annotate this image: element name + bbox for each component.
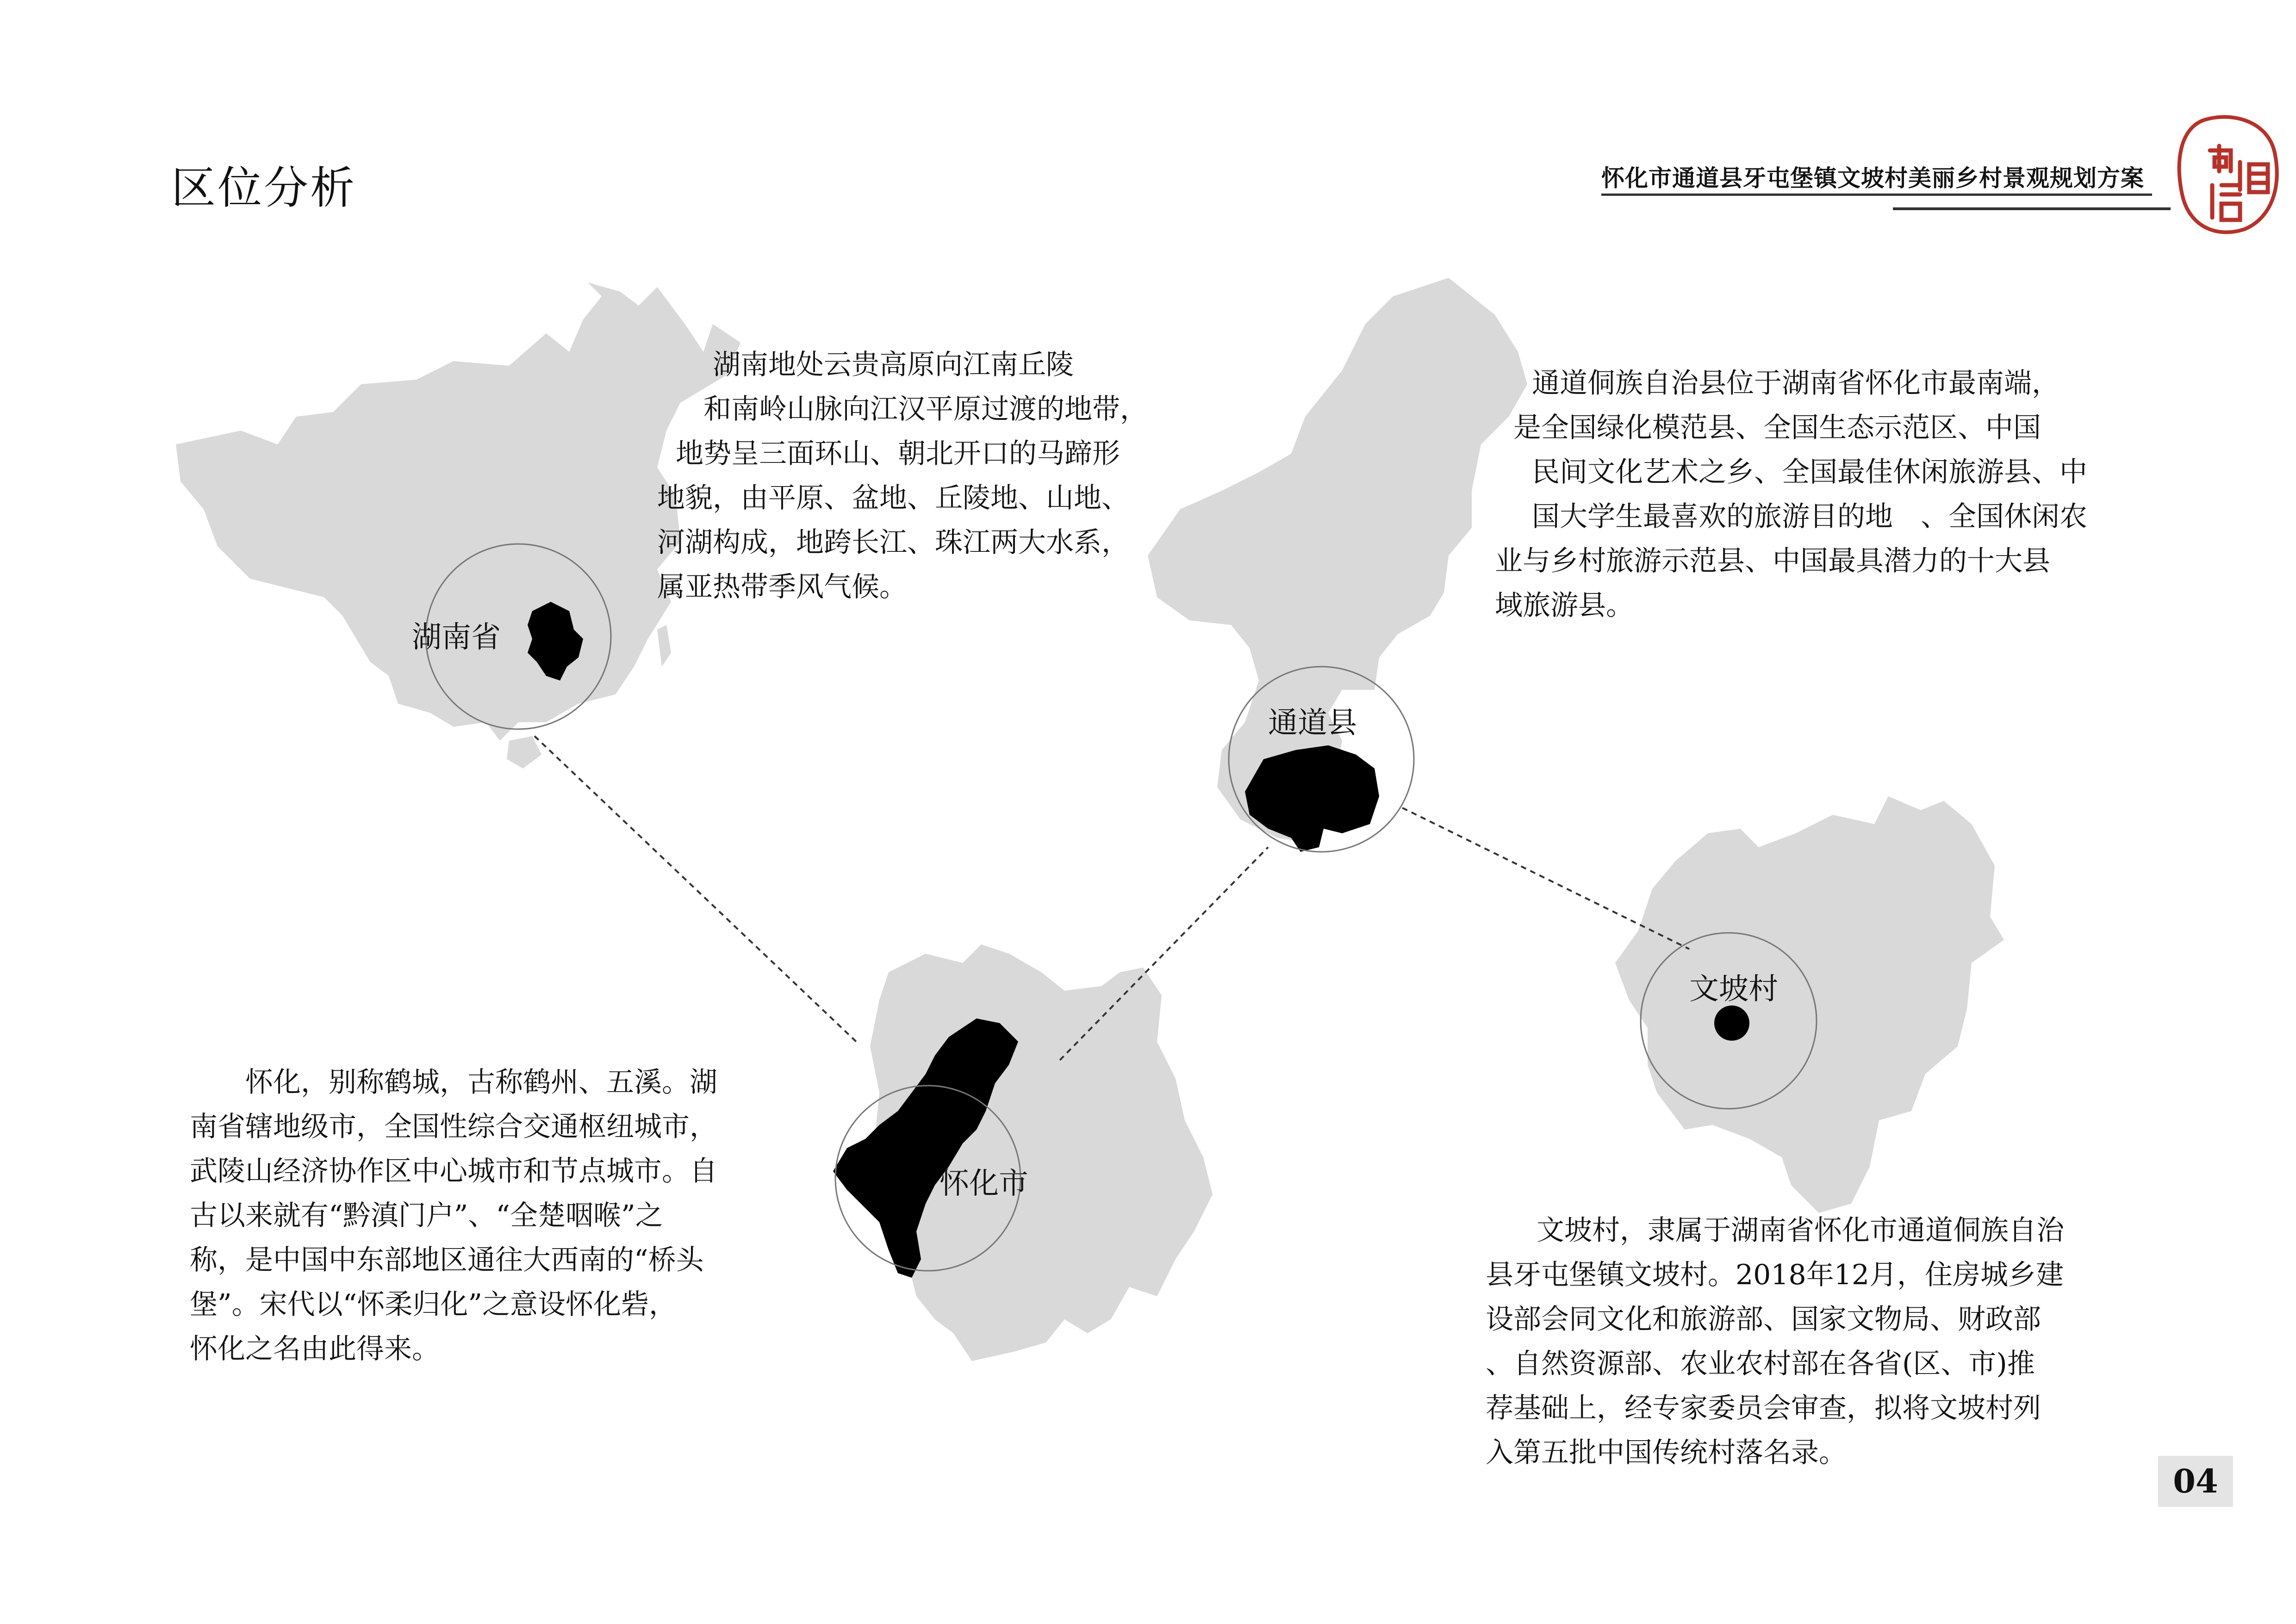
tongdao-desc-line: 业与乡村旅游示范县、中国最具潜力的十大县 bbox=[1495, 545, 2050, 577]
tongdao-description bbox=[1495, 361, 2087, 628]
hunan-description bbox=[657, 343, 1148, 609]
page-title: 区位分析 bbox=[171, 162, 356, 214]
tongdao-desc-line: 通道侗族自治县位于湖南省怀化市最南端， bbox=[1532, 367, 2060, 400]
huaihua-desc-line: 称，是中国中东部地区通往大西南的“桥头 bbox=[190, 1244, 704, 1276]
label-hunan: 湖南省 bbox=[412, 620, 501, 655]
seal-logo bbox=[2175, 111, 2282, 236]
header-rule-accent bbox=[1893, 207, 2171, 210]
tongdao-desc-line: 国大学生最喜欢的旅游目的地 、全国休闲农 bbox=[1532, 500, 2087, 533]
tongdao-county-map bbox=[1615, 796, 2004, 1213]
tongdao-desc-line: 民间文化艺术之乡、全国最佳休闲旅游县、中 bbox=[1532, 456, 2087, 488]
hunan-desc-line: 地势呈三面环山、朝北开口的马蹄形 bbox=[676, 437, 1120, 470]
document-title: 怀化市通道县牙屯堡镇文坡村美丽乡村景观规划方案 bbox=[1601, 164, 2144, 192]
label-tongdao: 通道县 bbox=[1268, 706, 1357, 740]
hainan-island bbox=[507, 736, 541, 768]
huaihua-description bbox=[190, 1060, 717, 1371]
header-rule bbox=[1601, 194, 2152, 196]
wenpo-desc-line: 设部会同文化和旅游部、国家文物局、财政部 bbox=[1486, 1303, 2041, 1336]
wenpo-village-marker bbox=[1714, 1006, 1749, 1041]
huaihua-desc-line: 南省辖地级市，全国性综合交通枢纽城市， bbox=[190, 1111, 717, 1143]
tongdao-desc-line: 域旅游县。 bbox=[1495, 589, 1634, 622]
huaihua-desc-line: 怀化，别称鹤城，古称鹤州、五溪。湖 bbox=[245, 1066, 717, 1099]
taiwan-island bbox=[657, 625, 671, 667]
wenpo-desc-line: 县牙屯堡镇文坡村。2018年12月，住房城乡建 bbox=[1486, 1259, 2064, 1291]
tongdao-county-highlight bbox=[1245, 745, 1379, 852]
wenpo-description bbox=[1486, 1208, 2064, 1475]
connector-huaihua-tongdao bbox=[1060, 847, 1268, 1060]
label-huaihua: 怀化市 bbox=[940, 1167, 1028, 1201]
huaihua-desc-line: 武陵山经济协作区中心城市和节点城市。自 bbox=[190, 1155, 717, 1187]
connector-hunan-huaihua bbox=[535, 736, 856, 1042]
hunan-desc-line: 河湖构成，地跨长江、珠江两大水系， bbox=[657, 526, 1129, 559]
huaihua-desc-line: 怀化之名由此得来。 bbox=[190, 1333, 440, 1365]
wenpo-desc-line: 、自然资源部、农业农村部在各省(区、市)推 bbox=[1486, 1348, 2035, 1380]
page-number: 04 bbox=[2158, 1456, 2233, 1507]
hunan-desc-line: 湖南地处云贵高原向江南丘陵 bbox=[713, 349, 1074, 381]
wenpo-desc-line: 文坡村，隶属于湖南省怀化市通道侗族自治 bbox=[1537, 1214, 2064, 1247]
huaihua-desc-line: 堡”。宋代以“怀柔归化”之意设怀化砦， bbox=[190, 1288, 677, 1321]
tongdao-desc-line: 是全国绿化模范县、全国生态示范区、中国 bbox=[1513, 412, 2041, 444]
wenpo-desc-line: 入第五批中国传统村落名录。 bbox=[1486, 1437, 1847, 1469]
huaihua-desc-line: 古以来就有“黔滇门户”、“全楚咽喉”之 bbox=[190, 1199, 663, 1232]
china-map bbox=[176, 282, 740, 741]
wenpo-desc-line: 荐基础上，经专家委员会审查，拟将文坡村列 bbox=[1486, 1392, 2041, 1424]
hunan-desc-line: 和南岭山脉向江汉平原过渡的地带， bbox=[703, 393, 1148, 425]
hunan-desc-line: 地貌，由平原、盆地、丘陵地、山地、 bbox=[657, 482, 1129, 514]
hunan-desc-line: 属亚热带季风气候。 bbox=[657, 571, 907, 603]
label-wenpo: 文坡村 bbox=[1689, 972, 1778, 1006]
